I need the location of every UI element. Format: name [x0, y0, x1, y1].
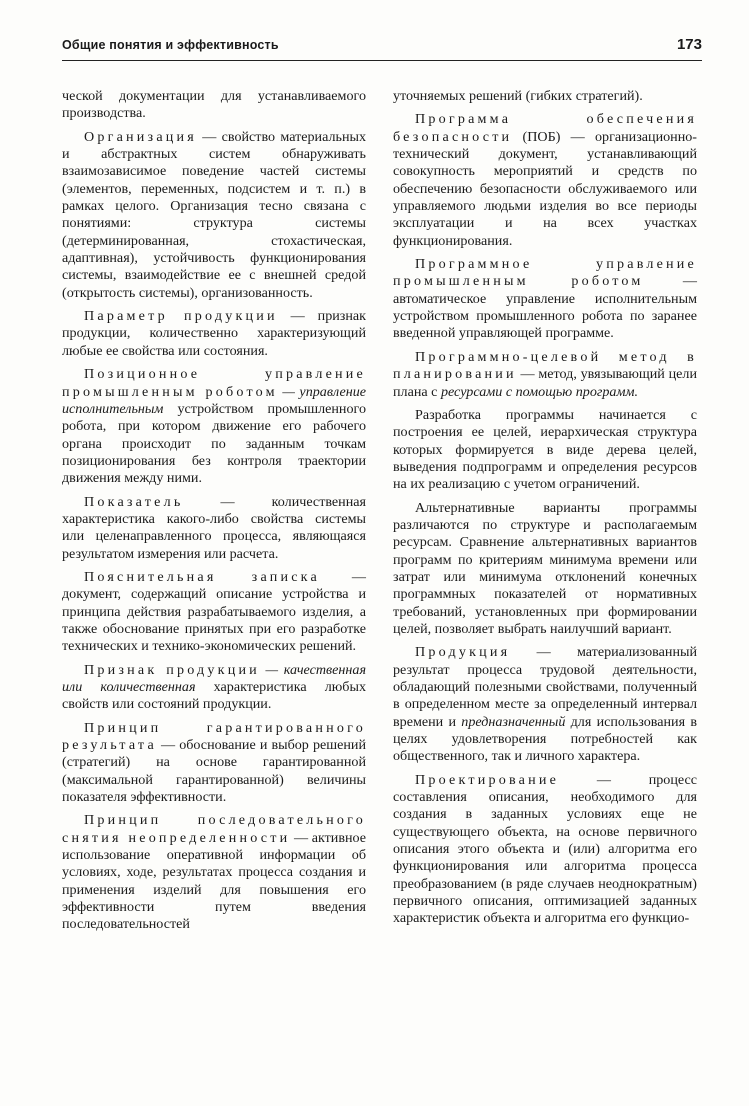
- entry-parametr-produktsii: [62, 308, 366, 360]
- entry-term: Принцип гарантированного результата: [62, 719, 366, 754]
- running-head: [62, 36, 702, 61]
- entry-term: Программно-целевой метод в планировании: [393, 348, 697, 383]
- paragraph-text: Альтернативные варианты программы различаются по структуре и располагаемым ресурсам. Сравнение альтернативных вариантов программ по критериям минимума времени или затрат или минимума отклонений конечных программных показателей от нормативных требований, установленных при формировании целей, позволяет выбрать наилучший вариант.: [393, 499, 697, 637]
- entry-definition: — процесс составления описания, необходимого для создания в заданных условиях еще не существующего объекта, на основе первичного описания этого объекта и (или) алгоритма его функционирования или алгоритма процесса преобразованием (в ряде случаев неоднократным) первичного описания, оптимизацией заданных характеристик объекта и алгоритма его функцио-: [393, 771, 697, 927]
- entry-definition: — активное использование оперативной информации об условиях, ходе, результатах процесса создания и применения изделий для повышения его эффективности путем введения последовательностей: [62, 829, 366, 933]
- entry-definition: — признак продукции, количественно характеризующий любые ее свойства или состояния.: [62, 308, 366, 359]
- entry-definition: — свойство материальных и абстрактных систем обнаруживать взаимозависимое поведение частей системы (элементов, переменных, подсистем и т. п.) в рамках целого. Организация тесно связана с понятиями: структура системы (детерминированная, стохастическая, адаптивная), устойчивость функционирования системы, взаимодействие ее с внешней средой (открытость системы), организованность.: [62, 128, 366, 301]
- paragraph-razrabotka: [393, 407, 697, 494]
- paragraph-text: уточняемых решений (гибких стратегий).: [393, 88, 643, 104]
- entry-definition: для использования в целях удовлетворения потребностей как общественного, так и личного характера.: [393, 713, 697, 765]
- left-column: [62, 88, 366, 940]
- paragraph-continuation: [393, 88, 697, 105]
- entry-proektirovanie: [393, 772, 697, 928]
- paragraph-text: ческой документации для устанавливаемого производства.: [62, 88, 366, 122]
- entry-definition: — материализованный результат процесса трудовой деятельности, обладающий полезными свойствами, полученный в определенном месте за определенный интервал времени и: [393, 644, 697, 730]
- entry-definition-italic: — качественная или количественная: [62, 661, 366, 695]
- entry-definition: характеристика любых свойств или состояний продукции.: [62, 679, 366, 713]
- entry-term: Пояснительная записка: [84, 568, 320, 585]
- entry-term: Принцип последовательного снятия неопределенности: [62, 812, 366, 846]
- right-column: [393, 88, 697, 934]
- running-title: Общие понятия и эффективность: [62, 38, 279, 52]
- entry-definition: — количественная характеристика какого-либо свойства системы или целенаправленного процесса, являющаяся результатом измерения или расчета.: [62, 493, 366, 562]
- entry-definition: — метод, увязывающий цели плана с: [393, 366, 697, 400]
- entry-definition-italic: ресурсами с помощью программ.: [440, 383, 638, 400]
- entry-produktsiya: [393, 644, 697, 765]
- entry-printsip-posledovatelnogo: [62, 812, 366, 933]
- entry-programma-bezopasnosti: [393, 111, 697, 250]
- entry-definition-italic: — управление исполнительным: [62, 383, 366, 417]
- entry-priznak-produktsii: [62, 662, 366, 714]
- paragraph-text: Разработка программы начинается с построения ее целей, иерархическая структура которых формируется в виде дерева целей, выведения подпрограмм и определения ресурсов на их реализацию с учетом ограничений.: [393, 406, 697, 493]
- page-number: 173: [676, 36, 702, 53]
- entry-term: Позиционное управление промышленным роботом: [62, 366, 366, 400]
- entry-poyasnitelnaya-zapiska: [62, 569, 366, 656]
- entry-term: Продукция: [415, 644, 511, 661]
- entry-printsip-garantirovannogo: [62, 720, 366, 807]
- entry-programmnoe-upravlenie: [393, 256, 697, 343]
- entry-term: Параметр продукции: [84, 308, 278, 325]
- entry-pozitsionnoe-upravlenie: [62, 366, 366, 487]
- entry-definition: — обоснование и выбор решений (стратегий) на основе гарантированной (максимальной гарантированной) величины показателя эффективности.: [62, 737, 366, 806]
- entry-pokazatel: [62, 494, 366, 563]
- entry-programmno-tselevoy-metod: [393, 349, 697, 401]
- entry-definition: устройством промышленного робота, при котором движение его рабочего органа происходит по заданным точкам позиционирования без контроля траектории движения между ними.: [62, 400, 366, 487]
- paragraph-alternativnye: [393, 500, 697, 639]
- paragraph-continuation: [62, 88, 366, 123]
- entry-term: Проектирование: [415, 771, 560, 788]
- entry-definition: — документ, содержащий описание устройства и принципа действия разрабатываемого изделия, а также обоснование принятых при его разработке технических и технико-экономических решений.: [62, 568, 366, 655]
- entry-definition: (ПОБ) — организационно-технический документ, устанавливающий совокупность мероприятий и средств по обеспечению безопасности обслуживаемого или управляемого людьми изделия во все периоды эксплуатации и на всех участках функционирования.: [393, 128, 697, 249]
- entry-term: Организация: [84, 128, 197, 145]
- entry-term: Программное управление промышленным роботом: [393, 256, 697, 290]
- entry-organizatsiya: [62, 129, 366, 302]
- entry-term: Показатель: [84, 493, 184, 510]
- entry-term: Признак продукции: [84, 661, 260, 678]
- entry-definition-italic: предназначенный: [461, 713, 566, 730]
- entry-term: Программа обеспечения безопасности: [393, 111, 697, 145]
- entry-definition: — автоматическое управление исполнительным устройством промышленного робота по заранее введенной управляющей программе.: [393, 273, 697, 342]
